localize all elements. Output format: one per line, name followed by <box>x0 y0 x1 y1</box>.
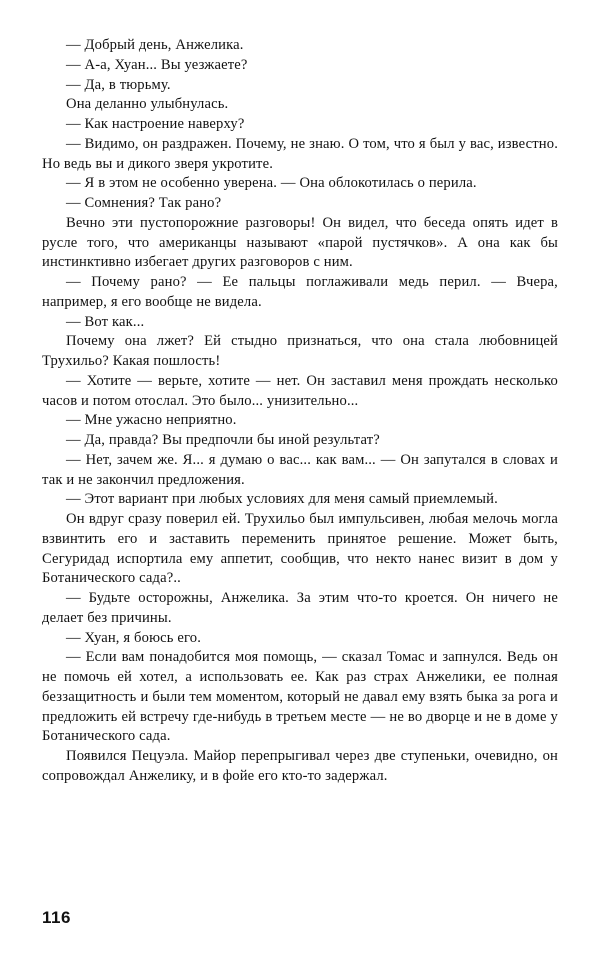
paragraph: — Как настроение наверху? <box>66 116 245 132</box>
paragraph: — Сомнения? Так рано? <box>66 195 222 211</box>
paragraph: Вечно эти пустопорожние разговоры! Он видел, что беседа опять идет в русле того, что американцы называют «парой пустячков». А она как бы инстинктивно избегает других разговоров с ним. <box>42 214 558 271</box>
paragraph: Он вдруг сразу поверил ей. Трухильо был импульсивен, любая мелочь могла взвинтить его и заставить переменить принятое решение. Может быть, Сегуридад испортила ему аппетит, сообщив, что некто нанес визит в дом у Ботанического сада?.. <box>42 511 558 587</box>
paragraph: — А-а, Хуан... Вы уезжаете? <box>66 56 248 73</box>
page-text <box>42 36 558 787</box>
paragraph: — Да, в тюрьму. <box>66 76 171 93</box>
paragraph: Появился Пецуэла. Майор перепрыгивал через две ступеньки, очевидно, он сопровождал Анжелику, и в фойе его кто-то задержал. <box>42 748 558 784</box>
paragraph: — Добрый день, Анжелика. <box>66 37 244 53</box>
paragraph: — Нет, зачем же. Я... я думаю о вас... как вам... — Он запутался в словах и так и не закончил предложения. <box>42 451 558 488</box>
paragraph: — Мне ужасно неприятно. <box>66 412 237 429</box>
paragraph: Почему она лжет? Ей стыдно признаться, что она стала любовницей Трухильо? Какая пошлость! <box>42 333 558 369</box>
paragraph: — Этот вариант при любых условиях для меня самый приемлемый. <box>66 491 498 508</box>
paragraph: — Почему рано? — Ее пальцы поглаживали медь перил. — Вчера, например, я его вообще не видела. <box>42 274 558 310</box>
paragraph: — Вот как... <box>66 313 145 330</box>
paragraph: — Если вам понадобится моя помощь, — сказал Томас и запнулся. Ведь он не помочь ей хотел, а использовать ее. Как раз страх Анжелики, ее полная беззащитность и были тем моментом, который не давал ему взять быка за рога и предложить ей встречу где-нибудь в третьем месте — не во дворце и не в доме у Ботанического сада. <box>42 649 558 745</box>
page-number: 116 <box>42 908 71 927</box>
paragraph: — Хотите — верьте, хотите — нет. Он заставил меня прождать несколько часов и потом отослал. Это было... унизительно... <box>42 372 558 409</box>
paragraph: — Хуан, я боюсь его. <box>66 629 201 646</box>
paragraph: — Будьте осторожны, Анжелика. За этим что-то кроется. Он ничего не делает без причины. <box>42 590 558 626</box>
paragraph: — Я в этом не особенно уверена. — Она облокотилась о перила. <box>66 175 477 192</box>
paragraph: — Видимо, он раздражен. Почему, не знаю. О том, что я был у вас, известно. Но ведь вы и дикого зверя укротите. <box>42 135 558 172</box>
paragraph: Она деланно улыбнулась. <box>66 96 229 113</box>
paragraph: — Да, правда? Вы предпочли бы иной результат? <box>66 432 380 448</box>
